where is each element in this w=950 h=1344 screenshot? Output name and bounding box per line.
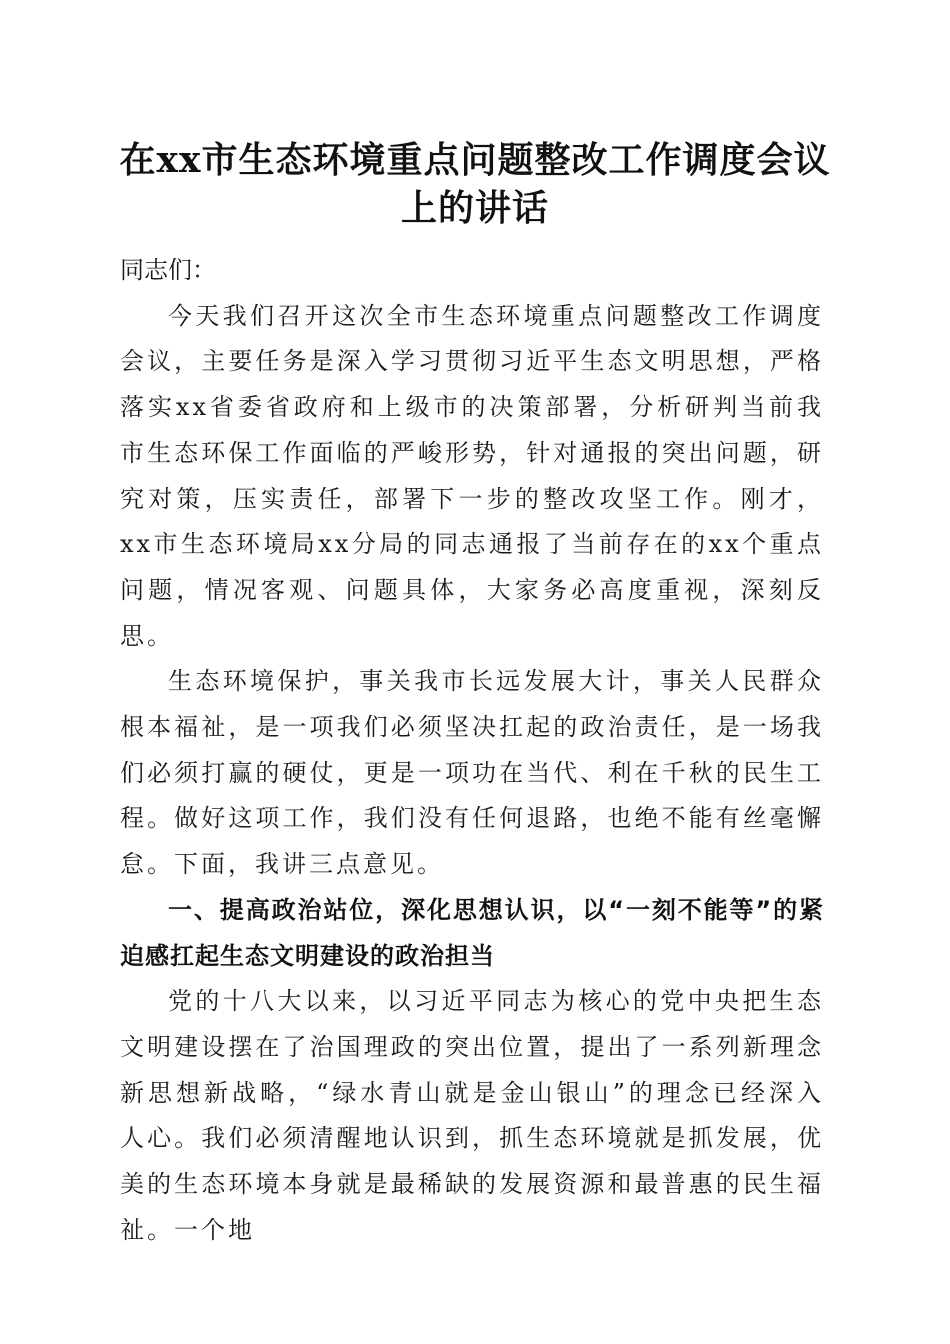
paragraph-section-1: 党的十八大以来，以习近平同志为核心的党中央把生态文明建设摆在了治国理政的突出位置，提出了一系列新理念新思想新战略，“绿水青山就是金山银山”的理念已经深入人心。我们必须清醒地认识到，抓生态环境就是抓发展，优美的生态环境本身就是最稀缺的发展资源和最普惠的民生福祉。一个地: [120, 987, 824, 1244]
title-line-1: 在xx市生态环境重点问题整改工作调度会议: [119, 139, 831, 181]
document-body: [120, 248, 824, 1253]
document-title: [80, 136, 870, 232]
salutation: 同志们：: [120, 256, 216, 284]
paragraph-opening: 今天我们召开这次全市生态环境重点问题整改工作调度会议，主要任务是深入学习贯彻习近平生态文明思想，严格落实xx省委省政府和上级市的决策部署，分析研判当前我市生态环保工作面临的严峻形势，针对通报的突出问题，研究对策，压实责任，部署下一步的整改攻坚工作。刚才，xx市生态环境局xx分局的同志通报了当前存在的xx个重点问题，情况客观、问题具体，大家务必高度重视，深刻反思。: [120, 301, 824, 650]
paragraph-significance: 生态环境保护，事关我市长远发展大计，事关人民群众根本福祉，是一项我们必须坚决扛起的政治责任，是一场我们必须打赢的硬仗，更是一项功在当代、利在千秋的民生工程。做好这项工作，我们没有任何退路，也绝不能有丝毫懈怠。下面，我讲三点意见。: [120, 667, 824, 879]
section-heading-1: 一、提高政治站位，深化思想认识，以“一刻不能等”的紧迫感扛起生态文明建设的政治担当: [120, 895, 824, 970]
title-line-2: 上的讲话: [400, 187, 549, 229]
